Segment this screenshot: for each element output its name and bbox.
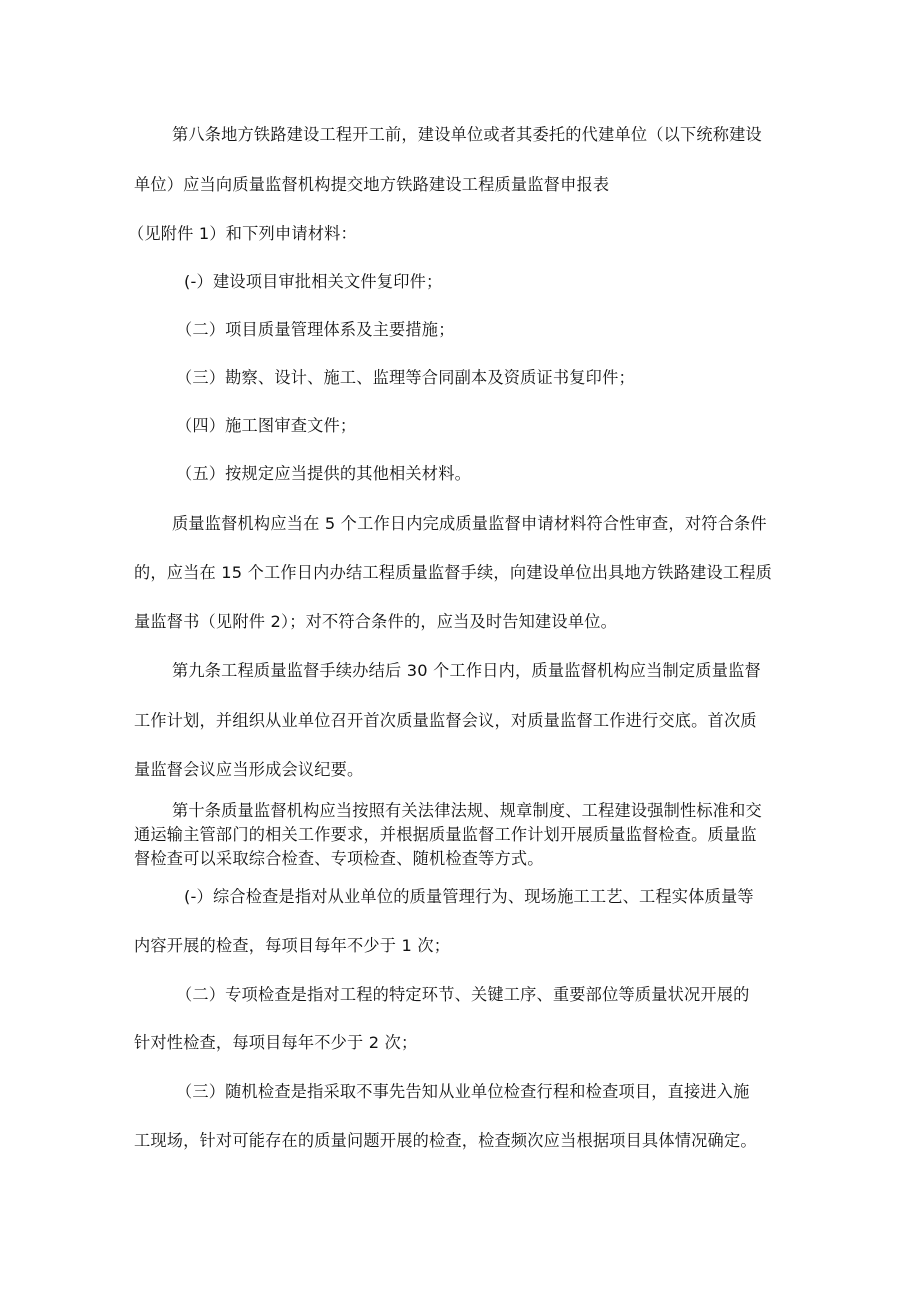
article8-line-1: 第八条地方铁路建设工程开工前，建设单位或者其委托的代建单位（以下统称建设 — [172, 125, 762, 144]
article8-review-line-2: 的，应当在 15 个工作日内办结工程质量监督手续，向建设单位出具地方铁路建设工程质 — [134, 563, 773, 582]
article10-item2-line-2: 针对性检查，每项目每年不少于 2 次； — [134, 1033, 418, 1052]
article8-item-3: （三）勘察、设计、施工、监理等合同副本及资质证书复印件； — [176, 368, 635, 387]
article8-item-1: (-）建设项目审批相关文件复印件； — [184, 272, 443, 291]
article10-item2-line-1: （二）专项检查是指对工程的特定环节、关键工序、重要部位等质量状况开展的 — [176, 985, 750, 1004]
article10-item3-line-1: （三）随机检查是指采取不事先告知从业单位检查行程和检查项目，直接进入施 — [176, 1082, 750, 1101]
article9-line-1: 第九条工程质量监督手续办结后 30 个工作日内，质量监督机构应当制定质量监督 — [172, 661, 761, 680]
article8-review-line-1: 质量监督机构应当在 5 个工作日内完成质量监督申请材料符合性审查，对符合条件 — [172, 514, 767, 533]
article9-line-2: 工作计划，并组织从业单位召开首次质量监督会议，对质量监督工作进行交底。首次质 — [134, 711, 757, 730]
article10-line-1: 第十条质量监督机构应当按照有关法律法规、规章制度、工程建设强制性标准和交 — [172, 801, 762, 820]
article8-item-5: （五）按规定应当提供的其他相关材料。 — [176, 464, 471, 483]
article8-line-3: （见附件 1）和下列申请材料： — [128, 224, 357, 243]
article8-line-2: 单位）应当向质量监督机构提交地方铁路建设工程质量监督申报表 — [134, 175, 610, 194]
article10-item1-line-2: 内容开展的检查，每项目每年不少于 1 次； — [134, 936, 451, 955]
article10-line-2: 通运输主管部门的相关工作要求，并根据质量监督工作计划开展质量监督检查。质量监 — [134, 825, 757, 844]
article10-line-3: 督检查可以采取综合检查、专项检查、随机检查等方式。 — [134, 849, 544, 868]
article8-item-2: （二）项目质量管理体系及主要措施； — [176, 320, 455, 339]
article8-review-line-3: 量监督书（见附件 2）；对不符合条件的，应当及时告知建设单位。 — [134, 612, 617, 631]
article9-line-3: 量监督会议应当形成会议纪要。 — [134, 760, 364, 779]
article8-item-4: （四）施工图审查文件； — [176, 416, 357, 435]
article10-item3-line-2: 工现场，针对可能存在的质量问题开展的检查，检查频次应当根据项目具体情况确定。 — [134, 1131, 757, 1150]
article10-item1-line-1: (-）综合检查是指对从业单位的质量管理行为、现场施工工艺、工程实体质量等 — [184, 887, 754, 906]
